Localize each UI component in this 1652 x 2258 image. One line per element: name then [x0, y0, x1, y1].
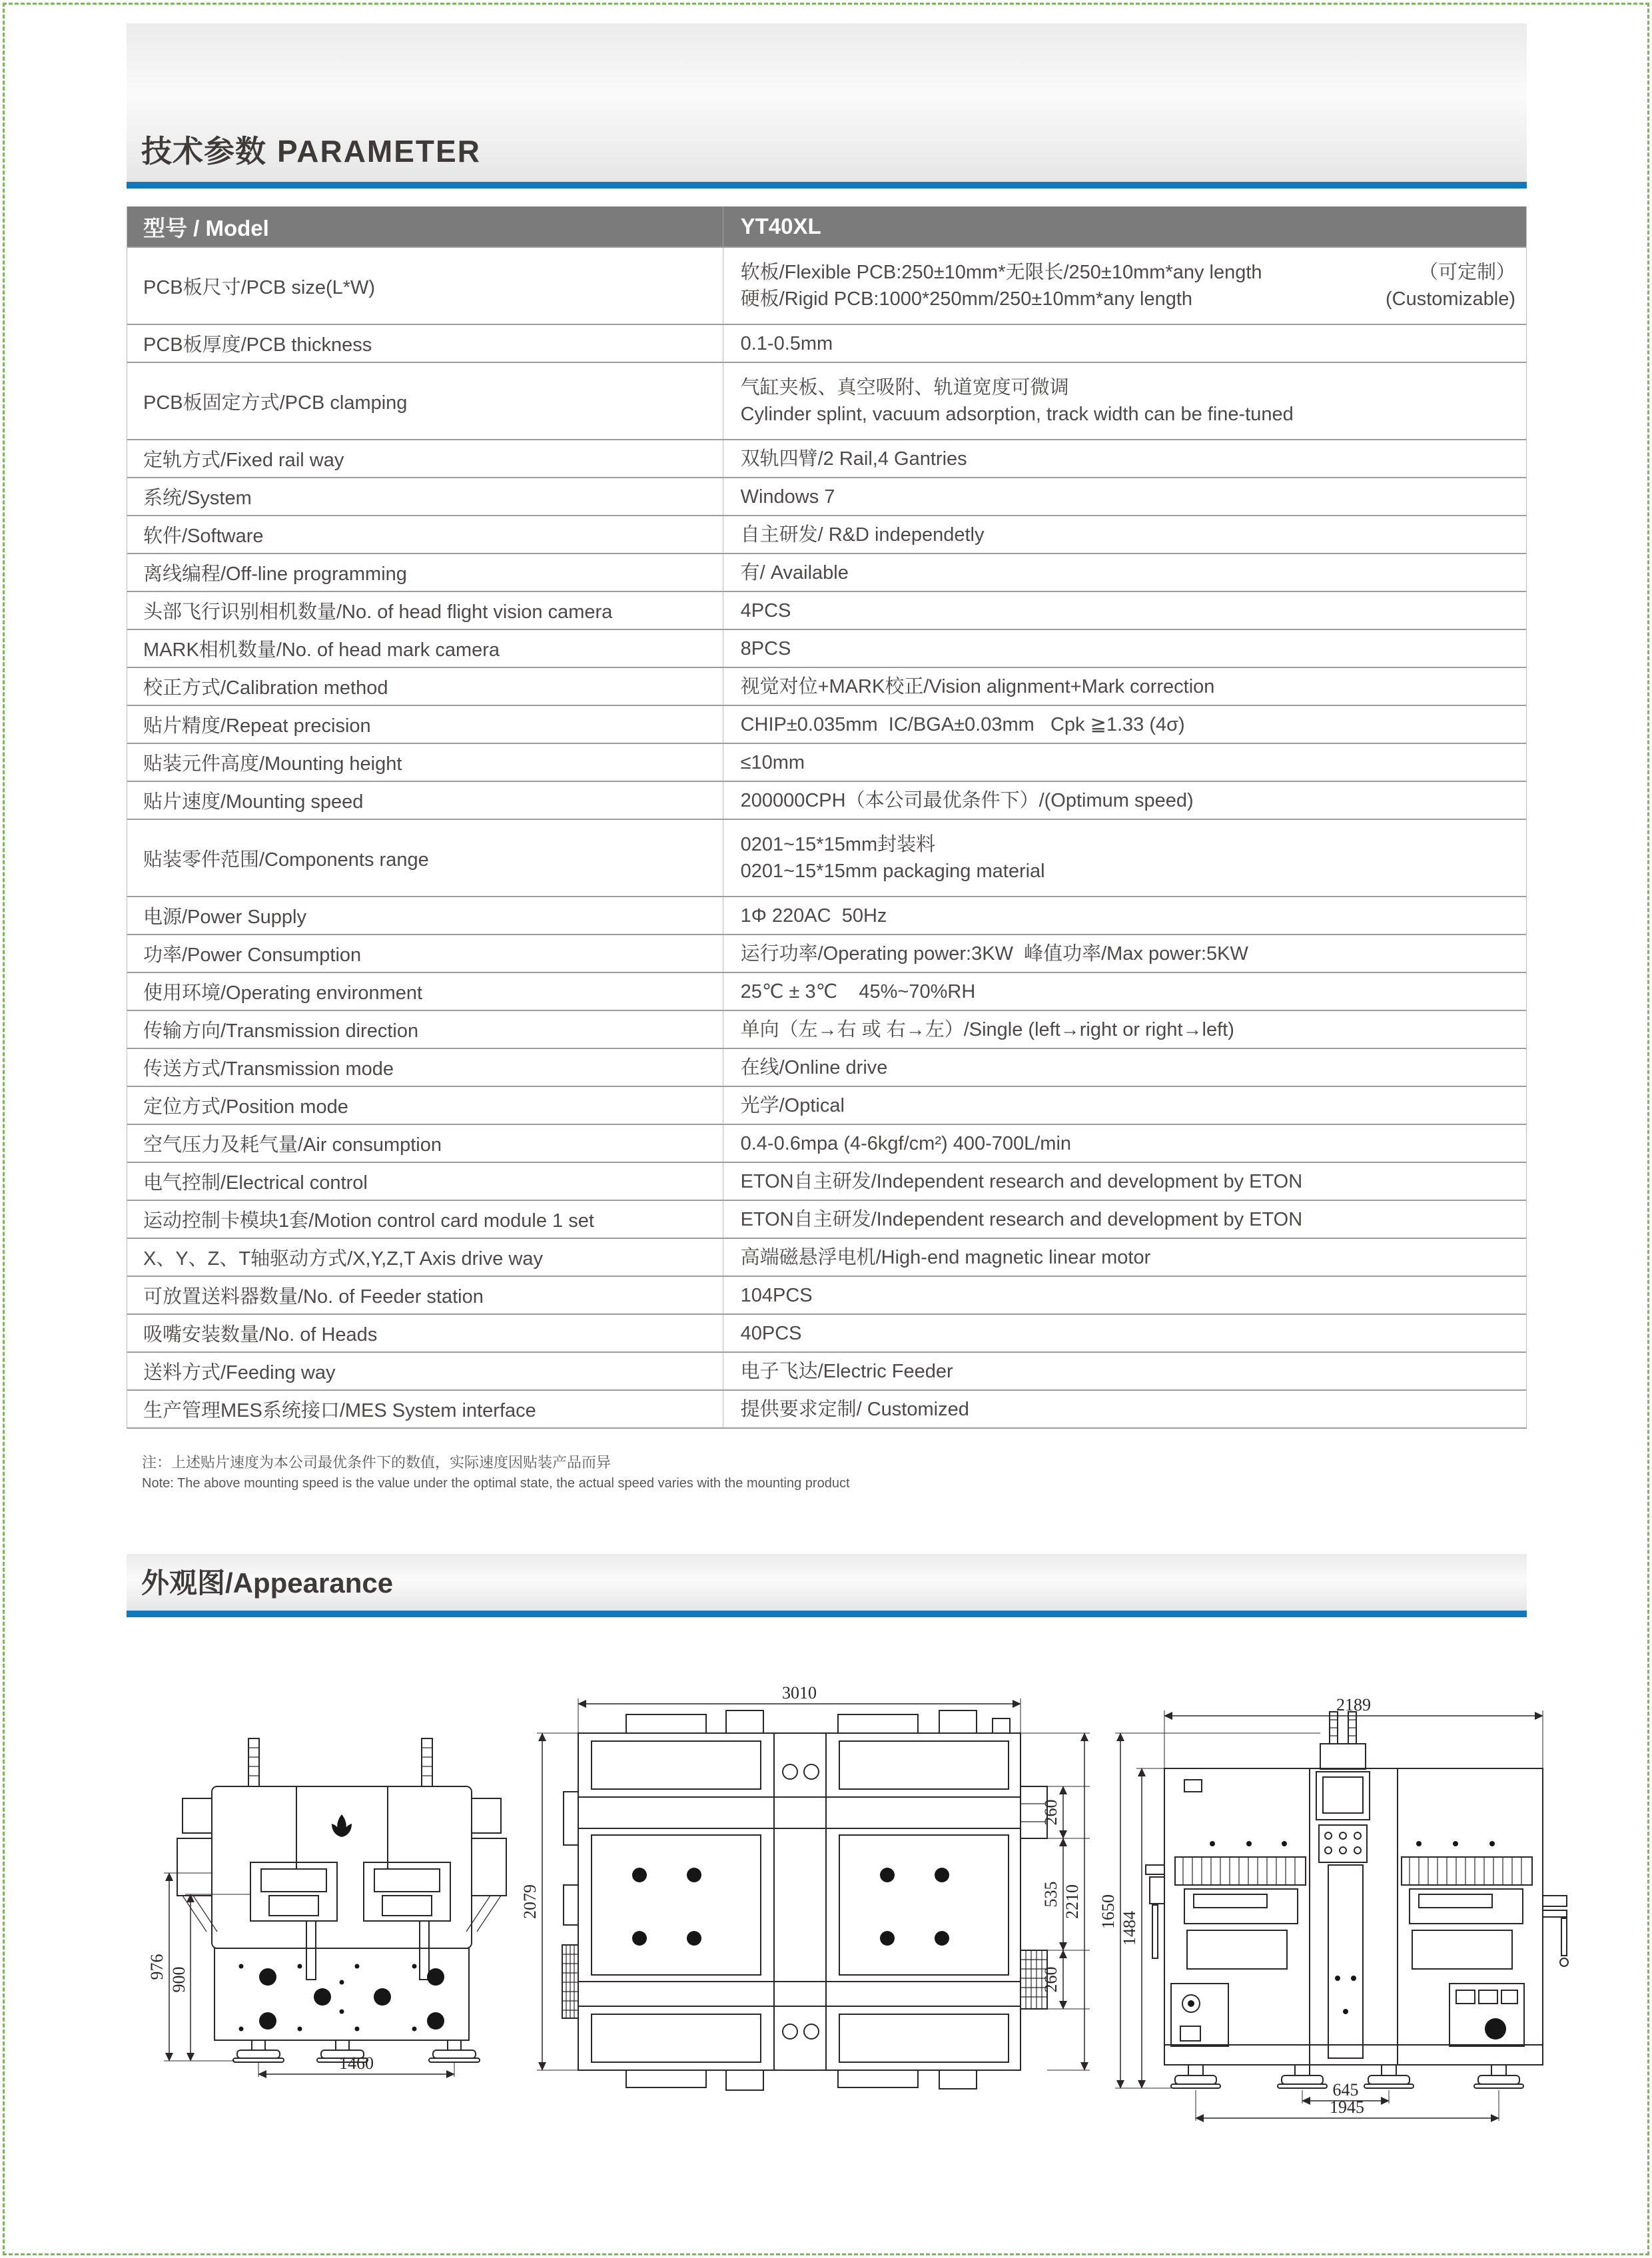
param-value-text: 运行功率/Operating power:3KW 峰值功率/Max power:5KW — [740, 942, 1248, 964]
param-value-text: 硬板/Rigid PCB:1000*250mm/250±10mm*any length — [740, 288, 1193, 310]
dim-top-right-mid: 535 — [1041, 1881, 1060, 1908]
dim-top-right-bottom: 260 — [1041, 1966, 1060, 1993]
param-value — [723, 478, 1526, 515]
param-value-text: 8PCS — [740, 637, 791, 659]
param-value — [723, 363, 1526, 439]
param-value-text: 软板/Flexible PCB:250±10mm*无限长/250±10mm*any length — [740, 262, 1262, 283]
dim-side-height-inner: 1484 — [1120, 1911, 1139, 1946]
param-value — [723, 1201, 1526, 1238]
param-value — [723, 820, 1526, 896]
param-value — [723, 782, 1526, 819]
param-label: 运动控制卡模块1套/Motion control card module 1 set — [127, 1201, 723, 1238]
dim-side-height-outer: 1650 — [1098, 1894, 1118, 1929]
param-label: 传输方向/Transmission direction — [127, 1011, 723, 1048]
param-value-text: 在线/Online drive — [740, 1056, 888, 1078]
param-label: MARK相机数量/No. of head mark camera — [127, 630, 723, 667]
param-value-text: ≤10mm — [740, 751, 805, 773]
param-value-text: 高端磁悬浮电机/High-end magnetic linear motor — [740, 1246, 1151, 1268]
table-row — [127, 324, 1526, 362]
drawing-front-view — [147, 1732, 526, 2085]
param-value-text: 单向（左→右 或 右→左）/Single (left→right or right→left) — [740, 1018, 1234, 1040]
appearance-title: 外观图/Appearance — [141, 1567, 394, 1599]
table-row — [127, 781, 1526, 819]
param-value — [723, 973, 1526, 1010]
param-label: PCB板固定方式/PCB clamping — [127, 363, 723, 439]
param-table-body — [127, 246, 1526, 1427]
param-value — [723, 516, 1526, 553]
param-label: 贴片精度/Repeat precision — [127, 706, 723, 743]
model-header-value: YT40XL — [740, 214, 821, 238]
param-label: 空气压力及耗气量/Air consumption — [127, 1125, 723, 1162]
param-value — [723, 1125, 1526, 1162]
param-value-text: 4PCS — [740, 599, 791, 621]
spec-table — [127, 206, 1527, 1429]
param-value-text: 自主研发/ R&D independetly — [740, 524, 985, 546]
param-value — [723, 1163, 1526, 1200]
param-label: PCB板厚度/PCB thickness — [127, 325, 723, 362]
param-value-text: 气缸夹板、真空吸附、轨道宽度可微调 — [740, 377, 1069, 398]
table-row — [127, 439, 1526, 477]
table-row — [127, 1086, 1526, 1124]
param-value — [723, 1353, 1526, 1389]
table-row — [127, 1389, 1526, 1427]
dim-top-height: 2079 — [520, 1884, 540, 1919]
param-value — [723, 630, 1526, 667]
param-value-text: Cylinder splint, vacuum adsorption, track width can be fine-tuned — [740, 404, 1294, 425]
speed-note-en: Note: The above mounting speed is the value under the optimal state, the actual speed varies with the mounting product — [142, 1476, 850, 1491]
param-value — [723, 592, 1526, 629]
table-row — [127, 1276, 1526, 1314]
param-value-text: 有/ Available — [740, 562, 849, 583]
param-value — [723, 668, 1526, 705]
param-label: 定轨方式/Fixed rail way — [127, 440, 723, 477]
model-header-label: 型号 / Model — [127, 206, 723, 246]
table-row — [127, 629, 1526, 667]
param-value-text: 0201~15*15mm封装料 — [740, 834, 936, 855]
table-row — [127, 667, 1526, 705]
param-value-text: 0.1-0.5mm — [740, 332, 833, 354]
table-row — [127, 515, 1526, 553]
param-value — [723, 248, 1526, 324]
param-value — [723, 1239, 1526, 1276]
param-label: 送料方式/Feeding way — [127, 1353, 723, 1389]
table-row — [127, 819, 1526, 896]
dim-side-feet-outer: 1945 — [1330, 2097, 1364, 2117]
param-value-text: 104PCS — [740, 1284, 813, 1306]
param-value — [723, 935, 1526, 972]
accent-bar — [127, 182, 1527, 188]
param-value-text: 200000CPH（本公司最优条件下）/(Optimum speed) — [740, 789, 1194, 811]
parameter-title-zh: 技术参数 — [141, 134, 266, 169]
dim-front-height-outer: 976 — [147, 1954, 167, 1980]
param-value — [723, 1315, 1526, 1351]
param-value-text: 电子飞达/Electric Feeder — [740, 1360, 953, 1382]
table-row — [127, 591, 1526, 629]
param-value — [723, 744, 1526, 781]
parameter-title-en: PARAMETER — [277, 134, 481, 169]
param-label: 传送方式/Transmission mode — [127, 1049, 723, 1086]
param-value — [723, 897, 1526, 934]
table-row — [127, 1200, 1526, 1238]
table-row — [127, 1162, 1526, 1200]
param-value-text: 0.4-0.6mpa (4-6kgf/cm²) 400-700L/min — [740, 1132, 1072, 1154]
param-label: 可放置送料器数量/No. of Feeder station — [127, 1277, 723, 1314]
param-value-text: 0201~15*15mm packaging material — [740, 861, 1045, 882]
table-row — [127, 1124, 1526, 1162]
eton-logo-icon — [332, 1814, 352, 1837]
accent-bar — [127, 1611, 1527, 1617]
param-value-text: ETON自主研发/Independent research and development by ETON — [740, 1170, 1303, 1192]
param-label: 头部飞行识别相机数量/No. of head flight vision camera — [127, 592, 723, 629]
param-label: 功率/Power Consumption — [127, 935, 723, 972]
param-value-text: 25℃ ± 3℃ 45%~70%RH — [740, 980, 976, 1002]
speed-note-zh: 注：上述贴片速度为本公司最优条件下的数值，实际速度因贴装产品而异 — [142, 1454, 612, 1471]
table-row — [127, 477, 1526, 515]
param-label: 离线编程/Off-line programming — [127, 554, 723, 591]
table-row — [127, 705, 1526, 743]
param-label: 使用环境/Operating environment — [127, 973, 723, 1010]
table-row — [127, 743, 1526, 781]
table-row — [127, 1351, 1526, 1389]
param-label: 系统/System — [127, 478, 723, 515]
table-row — [127, 1238, 1526, 1276]
table-row — [127, 1048, 1526, 1086]
dim-front-height-inner: 900 — [169, 1966, 189, 1993]
param-label: 吸嘴安装数量/No. of Heads — [127, 1315, 723, 1351]
parameter-title — [141, 127, 481, 171]
param-value — [723, 1049, 1526, 1086]
parameter-section-header — [127, 23, 1527, 182]
table-row — [127, 934, 1526, 972]
param-label: X、Y、Z、T轴驱动方式/X,Y,Z,T Axis drive way — [127, 1239, 723, 1276]
param-label: 电源/Power Supply — [127, 897, 723, 934]
param-label: 校正方式/Calibration method — [127, 668, 723, 705]
table-row — [127, 1314, 1526, 1351]
param-value — [723, 706, 1526, 743]
param-value-text: 40PCS — [740, 1322, 802, 1344]
param-label: 贴片速度/Mounting speed — [127, 782, 723, 819]
param-label: PCB板尺寸/PCB size(L*W) — [127, 248, 723, 324]
table-row — [127, 362, 1526, 439]
table-row — [127, 972, 1526, 1010]
param-value — [723, 1011, 1526, 1048]
param-value — [723, 1391, 1526, 1427]
param-value — [723, 554, 1526, 591]
table-row — [127, 896, 1526, 934]
param-value-remark: (Customizable) — [1386, 288, 1515, 310]
dim-top-right-total: 2210 — [1062, 1884, 1082, 1919]
param-value-text: 光学/Optical — [740, 1094, 845, 1116]
table-row — [127, 246, 1526, 324]
table-row — [127, 553, 1526, 591]
drawing-side-view — [1098, 1695, 1572, 2125]
dim-side-width: 2189 — [1336, 1695, 1371, 1714]
appearance-drawings — [127, 1679, 1527, 2118]
param-label: 定位方式/Position mode — [127, 1087, 723, 1124]
dim-top-right-top: 260 — [1041, 1799, 1060, 1826]
model-header-row — [127, 206, 1526, 246]
param-value-text: ETON自主研发/Independent research and development by ETON — [740, 1208, 1303, 1230]
param-value-text: 提供要求定制/ Customized — [740, 1398, 969, 1420]
speed-note — [142, 1452, 850, 1493]
param-value-text: 双轨四臂/2 Rail,4 Gantries — [740, 448, 967, 470]
appearance-section-header — [127, 1554, 1527, 1611]
param-value-text: CHIP±0.035mm IC/BGA±0.03mm Cpk ≧1.33 (4σ) — [740, 713, 1185, 735]
param-label: 软件/Software — [127, 516, 723, 553]
param-value-text: 1Φ 220AC 50Hz — [740, 905, 887, 927]
drawing-top-view — [520, 1683, 1092, 2091]
param-value — [723, 1087, 1526, 1124]
param-label: 生产管理MES系统接口/MES System interface — [127, 1391, 723, 1427]
dim-front-feet-span: 1460 — [339, 2054, 374, 2073]
param-label: 贴装元件高度/Mounting height — [127, 744, 723, 781]
param-value — [723, 1277, 1526, 1314]
param-value-text: Windows 7 — [740, 486, 835, 508]
param-value-remark: （可定制） — [1418, 262, 1515, 283]
param-value — [723, 440, 1526, 477]
param-label: 贴装零件范围/Components range — [127, 820, 723, 896]
dim-top-width: 3010 — [782, 1683, 817, 1702]
dim-side-feet-inner: 645 — [1332, 2080, 1359, 2099]
param-label: 电气控制/Electrical control — [127, 1163, 723, 1200]
param-value — [723, 325, 1526, 362]
param-value-text: 视觉对位+MARK校正/Vision alignment+Mark correction — [740, 675, 1215, 697]
table-row — [127, 1010, 1526, 1048]
